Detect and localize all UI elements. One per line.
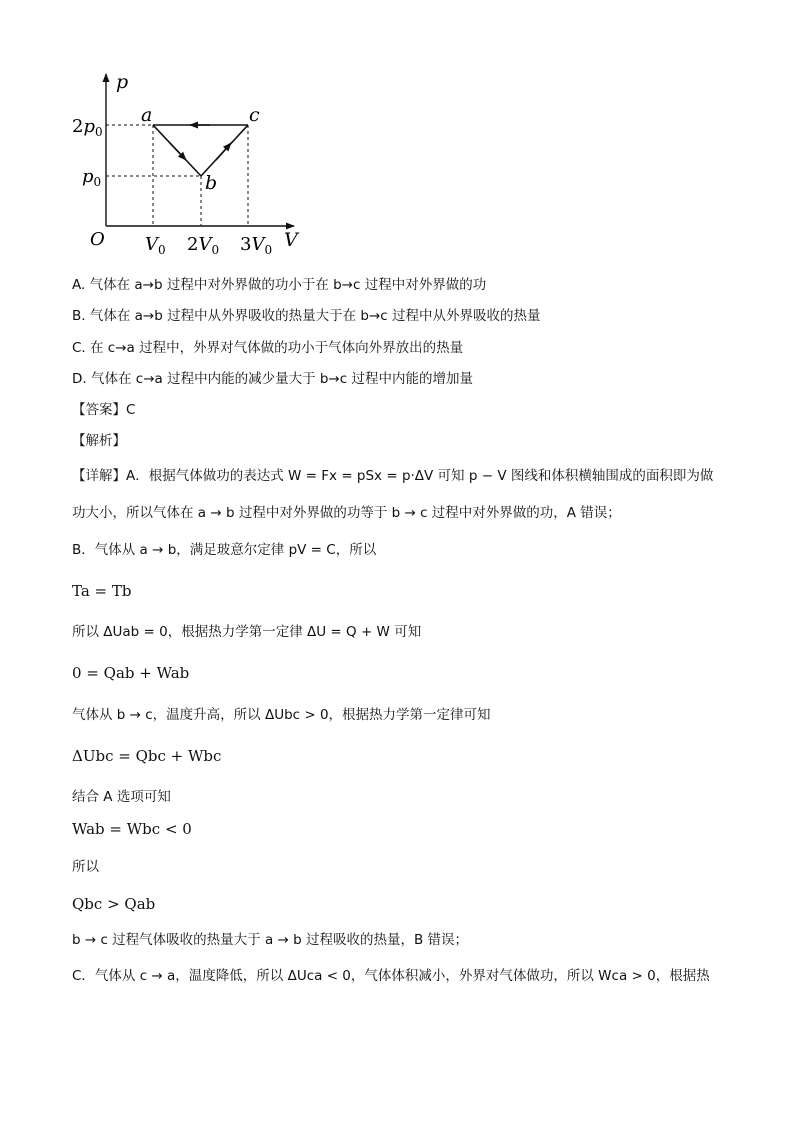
point-label-a: a [141,104,153,126]
pv-diagram-svg [62,66,322,262]
answer-line: 【答案】C [72,402,136,418]
body-line-13: b → c 过程气体吸收的热量大于 a → b 过程吸收的热量，B 错误； [72,932,469,948]
axis-label-v: V [284,229,298,251]
equation-work-compare: Wab = Wbc < 0 [72,820,192,838]
body-line-14: C．气体从 c → a，温度降低，所以 ΔUca < 0，气体体积减小，外界对气体做功，所以 Wca > 0，根据热 [72,968,710,984]
body-line-7: 气体从 b → c，温度升高，所以 ΔUbc > 0，根据热力学第一定律可知 [72,707,491,723]
equation-first-law-ab: 0 = Qab + Wab [72,664,190,682]
x-tick-3v0 [240,234,272,257]
equation-first-law-bc: ΔUbc = Qbc + Wbc [72,747,222,765]
body-line-2: 功大小，所以气体在 a → b 过程中对外界做的功等于 b → c 过程中对外界做的功，A 错误； [72,505,621,521]
equation-ta-tb: Ta = Tb [72,582,132,600]
pv-diagram [62,66,322,262]
body-line-11: 所以 [72,859,99,875]
x-tick-2v0 [187,234,219,257]
option-d: D. 气体在 c→a 过程中内能的减少量大于 b→c 过程中内能的增加量 [72,371,473,387]
svg-text:3V0: $3V_0$ [240,234,273,257]
svg-text:2p0: $2p_0$ [72,116,103,139]
point-label-c: c [249,104,260,126]
body-line-5: 所以 ΔUab = 0，根据热力学第一定律 ΔU = Q + W 可知 [72,624,422,640]
option-b: B. 气体在 a→b 过程中从外界吸收的热量大于在 b→c 过程中从外界吸收的热量 [72,308,541,324]
arrow-b-c [216,143,231,160]
axis-label-p: p [116,71,129,93]
point-label-b: b [205,172,218,194]
svg-text:p0: $p_0$ [82,166,102,189]
arrow-a-b [170,143,186,160]
x-tick-v0 [145,234,166,257]
body-line-9: 结合 A 选项可知 [72,789,171,805]
equation-heat-compare: Qbc > Qab [72,895,156,913]
body-line-3: B．气体从 a → b，满足玻意尔定律 pV = C，所以 [72,542,377,558]
y-tick-p0 [82,166,101,189]
option-c: C. 在 c→a 过程中，外界对气体做的功小于气体向外界放出的热量 [72,340,464,356]
y-tick-2p0 [72,116,103,139]
option-a: A. 气体在 a→b 过程中对外界做的功小于在 b→c 过程中对外界做的功 [72,277,487,293]
svg-text:V0: $V_0$ [145,234,166,257]
origin-label: O [90,229,105,250]
body-line-1: 【详解】A．根据气体做功的表达式 W = Fx = pSx = p·ΔV 可知 p − V 图线和体积横轴围成的面积即为做 [72,468,714,484]
analysis-heading: 【解析】 [72,433,126,449]
svg-text:2V0: $2V_0$ [187,234,220,257]
